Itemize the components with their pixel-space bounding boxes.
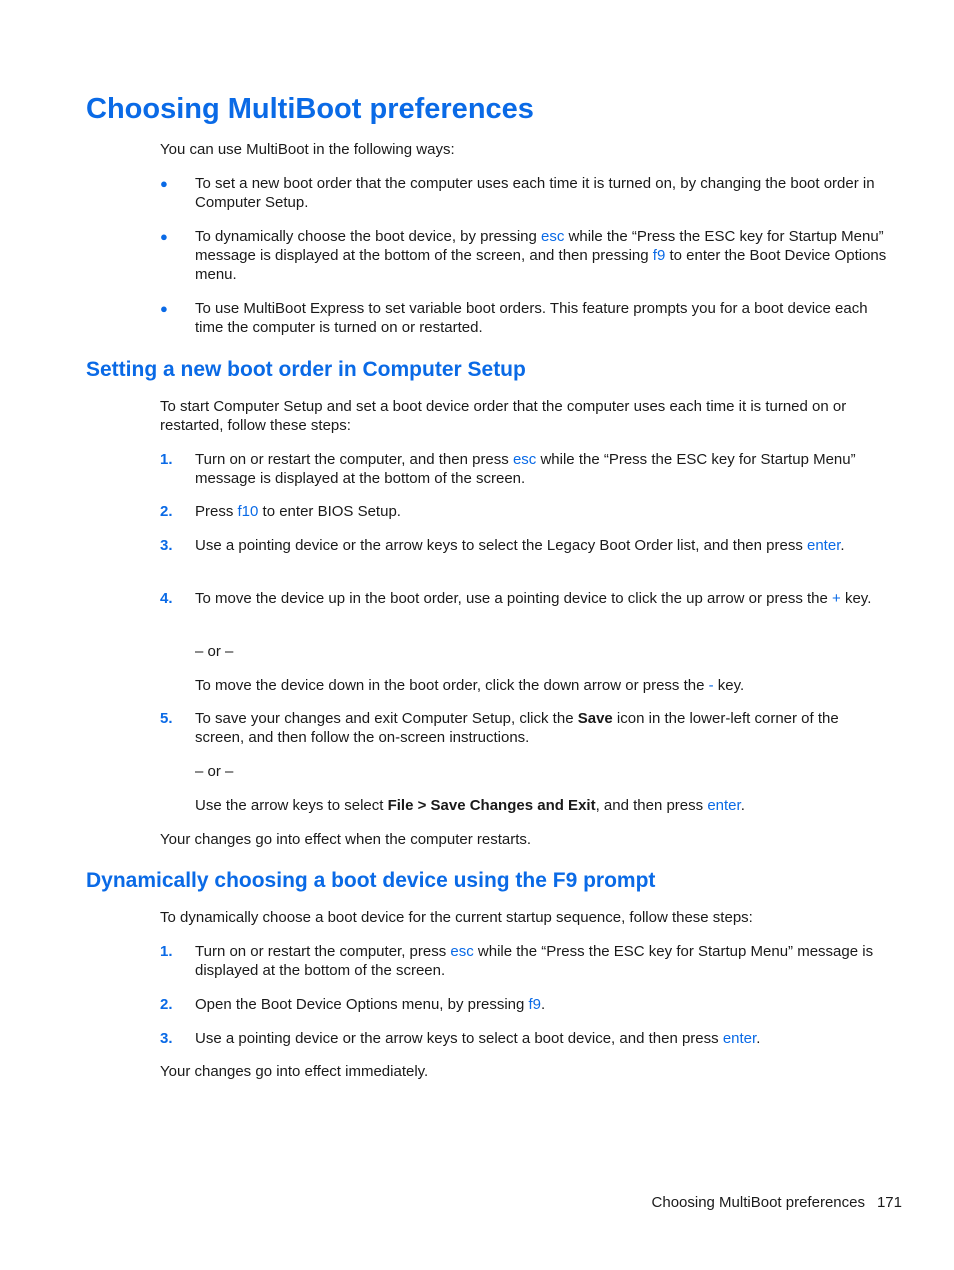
or-separator: – or – — [195, 643, 234, 660]
key-f9: f9 — [652, 247, 666, 264]
key-esc: esc — [450, 943, 474, 960]
bullet-icon: ● — [160, 176, 168, 191]
section-heading: Setting a new boot order in Computer Setup — [86, 358, 526, 381]
key-esc: esc — [512, 451, 537, 468]
section-intro: To start Computer Setup and set a boot device order that the computer uses each time it is turned on or restarted, follow these steps: — [160, 398, 847, 434]
step-number: 2. — [160, 503, 173, 520]
step-number: 1. — [160, 943, 173, 960]
alt-instruction: Use the arrow keys to select File > Save Changes and Exit, and then press enter. — [195, 797, 745, 814]
key-minus: - — [708, 677, 714, 694]
section-heading: Dynamically choosing a boot device using the F9 prompt — [86, 869, 656, 892]
step-number: 2. — [160, 996, 173, 1013]
bullet-icon: ● — [160, 229, 168, 244]
section-outro: Your changes go into effect when the computer restarts. — [160, 831, 532, 848]
section-intro: To dynamically choose a boot device for the current startup sequence, follow these steps: — [160, 909, 753, 926]
key-f10: f10 — [237, 503, 259, 520]
key-esc: esc — [541, 228, 565, 245]
page-footer — [652, 1193, 902, 1212]
step-number: 1. — [160, 451, 173, 468]
step-number: 3. — [160, 1030, 173, 1047]
alt-instruction: To move the device down in the boot order, click the down arrow or press the - key. — [195, 677, 745, 694]
key-enter: enter — [722, 1030, 757, 1047]
step-number: 4. — [160, 590, 173, 607]
key-enter: enter — [807, 537, 841, 554]
bullet-icon: ● — [160, 301, 168, 316]
key-f9: f9 — [528, 996, 542, 1013]
key-plus: + — [832, 590, 841, 607]
step-number: 3. — [160, 537, 173, 554]
intro-text: You can use MultiBoot in the following ways: — [160, 141, 455, 158]
or-separator: – or – — [195, 763, 234, 780]
footer-title: Choosing MultiBoot preferences — [651, 1194, 865, 1211]
page-title: Choosing MultiBoot preferences — [86, 93, 534, 125]
key-enter: enter — [707, 797, 741, 814]
step-number: 5. — [160, 710, 173, 727]
section-outro: Your changes go into effect immediately. — [160, 1063, 429, 1080]
page-number: 171 — [876, 1194, 902, 1211]
